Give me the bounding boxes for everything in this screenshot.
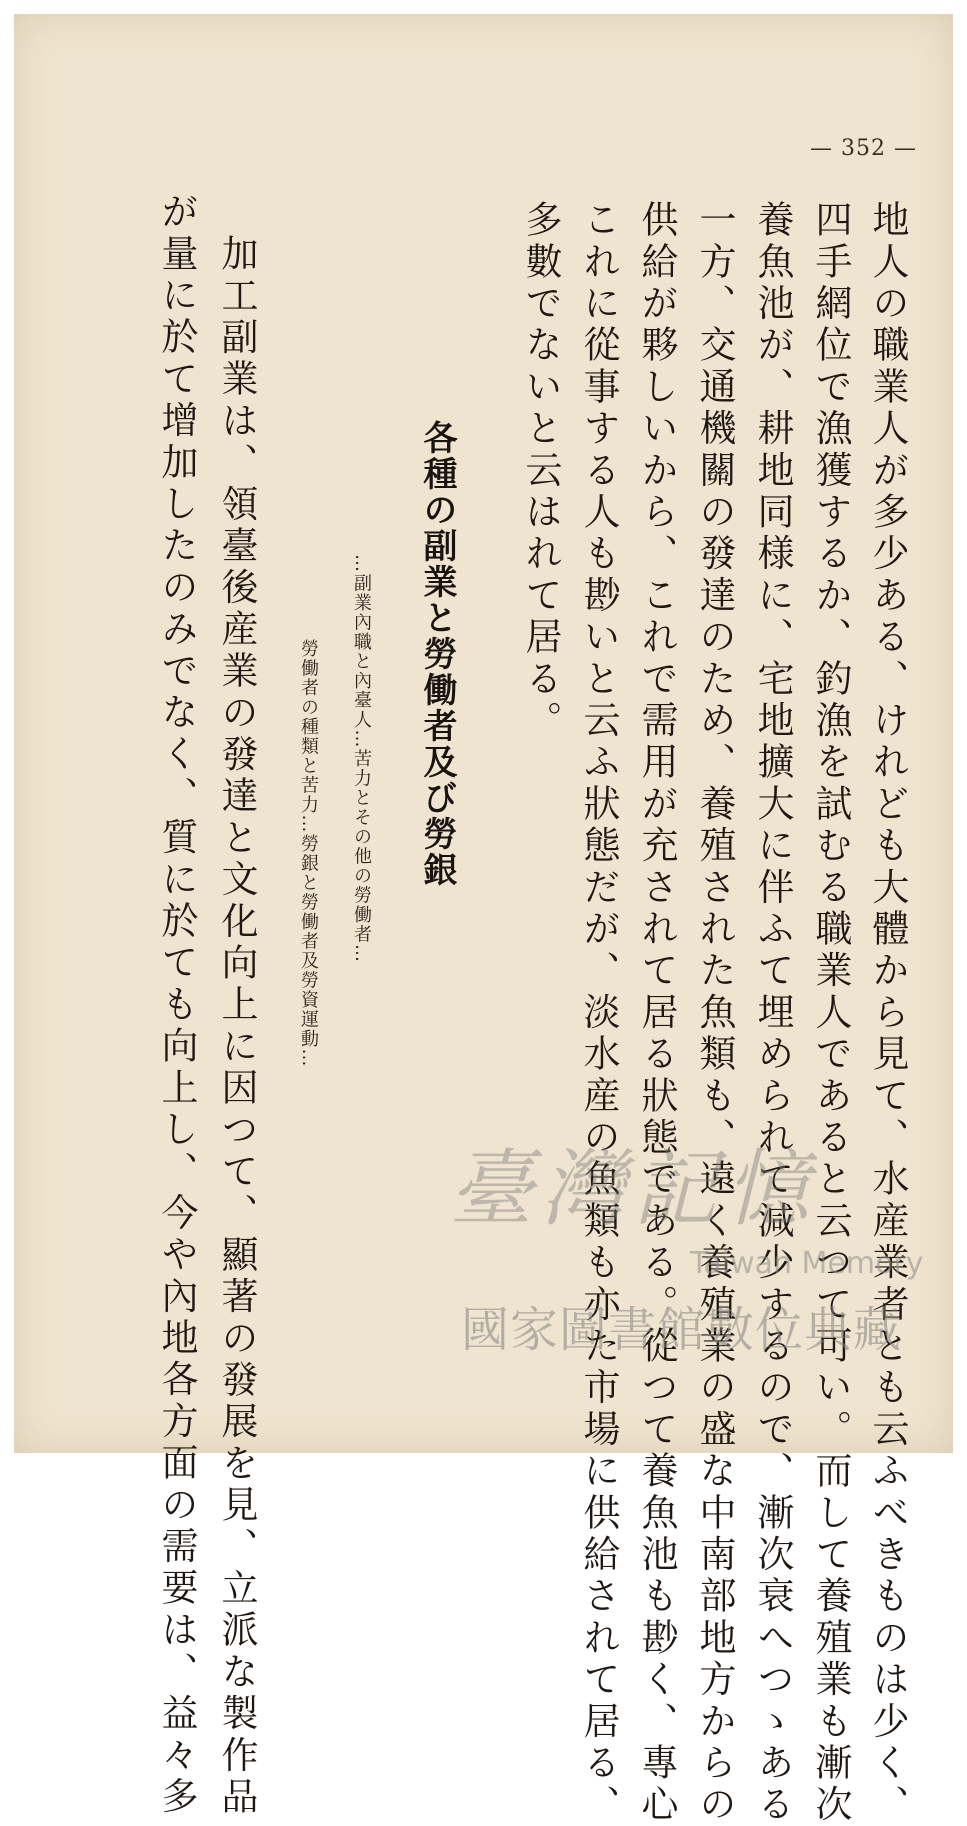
section-subheading: …副業內職と內臺人…苦力とその他の勞働者… xyxy=(351,554,372,964)
watermark-logo: 臺灣記憶 xyxy=(449,1140,818,1238)
text-column: 多數でないと云はれて居る。 xyxy=(519,200,562,743)
page-number: — 352 — xyxy=(810,136,917,161)
text-column: 供給が夥しいから、これで需用が充されて居る狀態である。從つて養魚池も尠く、專心 xyxy=(635,200,678,1826)
section-heading: 各種の副業と勞働者及び勞銀 xyxy=(417,420,457,888)
text-column: 地人の職業人が多少ある、けれども大體から見て、水産業者とも云ふべきものは少く、 xyxy=(866,200,909,1826)
text-column: 加工副業は、領臺後産業の發達と文化向上に因つて、顯著の發展を見、立派な製作品 xyxy=(215,234,258,1819)
section-subheading: 勞働者の種類と苦力…勞銀と勞働者及勞資運動… xyxy=(298,639,319,1068)
text-column: これに從事する人も尠いと云ふ狀態だが、淡水産の魚類も亦た市場に供給されて居る、 xyxy=(577,200,620,1826)
book-page xyxy=(14,14,953,1826)
text-column: 養魚池が、耕地同様に、宅地擴大に伴ふて埋められて減少するので、漸次衰へつゝある xyxy=(751,200,794,1826)
text-column: 四手網位で漁獲するか、釣漁を試むる職業人であると云つて可い。而して養殖業も漸次 xyxy=(809,200,852,1826)
text-column: が量に於て增加したのみでなく、質に於ても向上し、今や內地各方面の需要は、益々多 xyxy=(155,192,198,1819)
text-column: 一方、交通機關の發達のため、養殖された魚類も、遠く養殖業の盛な中南部地方からの xyxy=(693,200,736,1826)
watermark-line: 國家圖書館數位典藏 xyxy=(461,1302,903,1358)
watermark-latin: Taiwan Memory xyxy=(690,1246,924,1281)
